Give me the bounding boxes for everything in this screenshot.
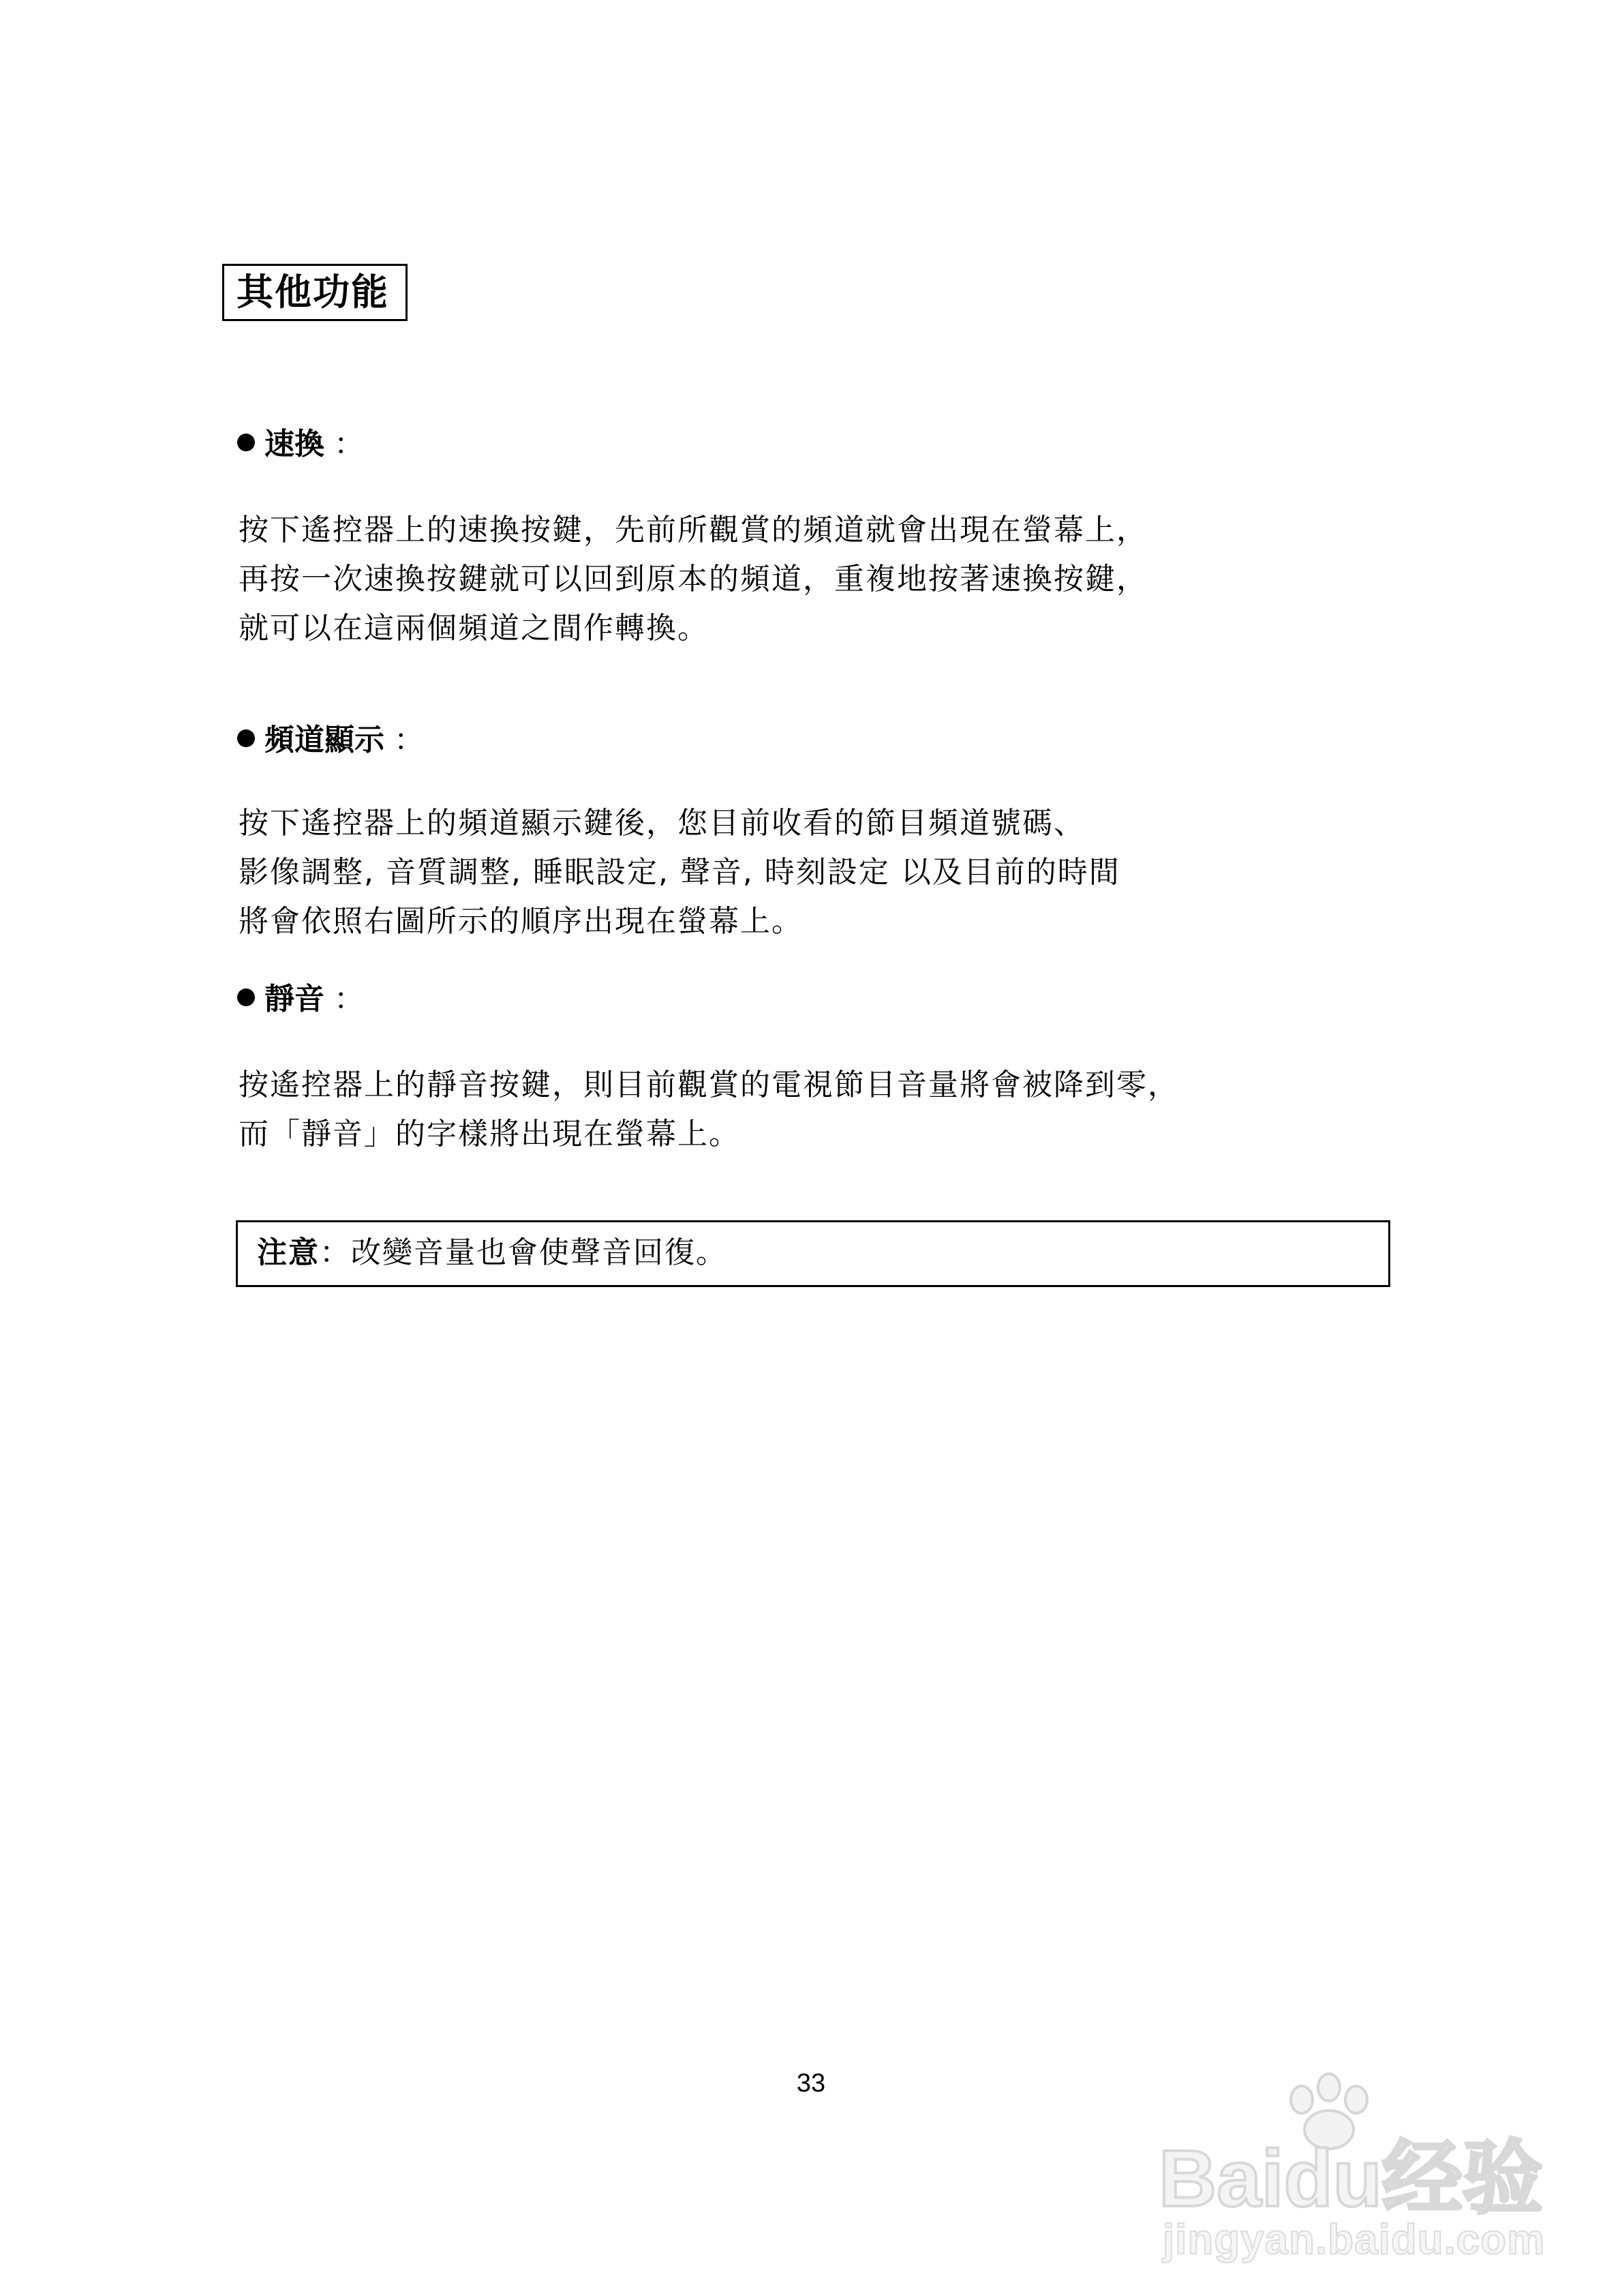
page-number: 33 bbox=[796, 2069, 826, 2098]
section-title-box bbox=[222, 264, 408, 321]
heading-text: 靜音 bbox=[264, 982, 324, 1016]
heading-mute bbox=[237, 979, 364, 1020]
section-title: 其他功能 bbox=[236, 271, 389, 314]
paragraph-line: 就可以在這兩個頻道之間作轉換。 bbox=[239, 611, 709, 646]
bullet-icon bbox=[237, 729, 255, 747]
heading-text: 頻道顯示 bbox=[264, 723, 384, 757]
paragraph-quick-switch bbox=[239, 506, 1148, 653]
note-text: ：改變音量也會使聲音回復。 bbox=[320, 1235, 727, 1270]
note-box bbox=[236, 1220, 1390, 1287]
paragraph-line: 影像調整, 音質調整, 睡眠設定, 聲音, 時刻設定 以及目前的時間 bbox=[239, 855, 1120, 890]
paragraph-channel-display bbox=[239, 799, 1120, 946]
watermark-logo bbox=[1159, 2113, 1543, 2229]
watermark-logo-du: du bbox=[1283, 2134, 1382, 2224]
watermark-url: jingyan.baidu.com bbox=[1163, 2216, 1546, 2263]
heading-colon: ： bbox=[334, 982, 364, 1016]
note-label: 注意 bbox=[257, 1235, 320, 1270]
paragraph-mute bbox=[239, 1061, 1179, 1159]
paragraph-line: 按下遙控器上的速換按鍵，先前所觀賞的頻道就會出現在螢幕上， bbox=[239, 513, 1148, 547]
watermark-logo-latin: Bai bbox=[1159, 2134, 1284, 2224]
watermark-logo-cn: 经验 bbox=[1381, 2131, 1543, 2225]
heading-text: 速換 bbox=[264, 427, 324, 462]
paragraph-line: 再按一次速換按鍵就可以回到原本的頻道，重複地按著速換按鍵， bbox=[239, 562, 1148, 596]
bullet-icon bbox=[237, 988, 255, 1006]
paragraph-line: 按下遙控器上的頻道顯示鍵後，您目前收看的節目頻道號碼、 bbox=[239, 806, 1085, 841]
bullet-icon bbox=[237, 434, 255, 451]
heading-colon: ： bbox=[394, 723, 424, 757]
paragraph-line: 而「靜音」的字樣將出現在螢幕上。 bbox=[239, 1117, 740, 1151]
paragraph-line: 按遙控器上的靜音按鍵，則目前觀賞的電視節目音量將會被降到零， bbox=[239, 1068, 1179, 1102]
paragraph-line: 將會依照右圖所示的順序出現在螢幕上。 bbox=[239, 904, 803, 939]
heading-channel-display bbox=[237, 720, 424, 761]
baidu-watermark bbox=[1159, 2072, 1546, 2277]
heading-quick-switch bbox=[237, 424, 364, 465]
heading-colon: ： bbox=[334, 427, 364, 462]
